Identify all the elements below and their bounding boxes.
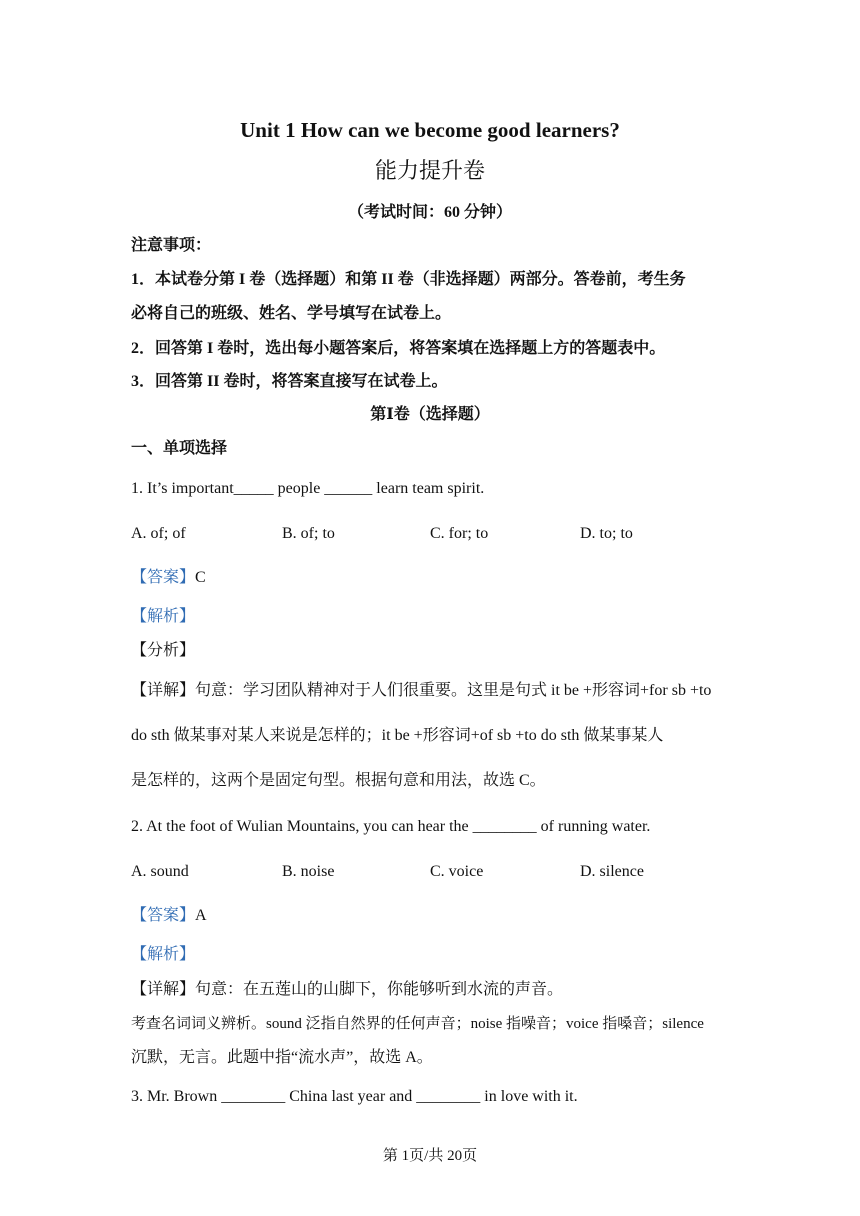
question-1-option-a: A. of; of [131, 525, 186, 542]
answer-value: C [195, 569, 206, 586]
question-2-answer [131, 906, 734, 926]
question-3-stem: 3. Mr. Brown ________ China last year and ________ in love with it. [131, 1088, 578, 1105]
detail-label: 【详解】 [131, 981, 196, 998]
question-1-option-d: D. to; to [580, 525, 633, 542]
question-2-option-b: B. noise [282, 863, 335, 880]
question-2-stem: 2. At the foot of Wulian Mountains, you can hear the ________ of running water. [131, 818, 651, 835]
question-1-analysis-label: 【解析】 [131, 608, 196, 625]
question-2-analysis-label: 【解析】 [131, 946, 196, 963]
question-1-option-c: C. for; to [430, 525, 489, 542]
question-2-option-c: C. voice [430, 863, 484, 880]
note-item-2: 2．回答第 I 卷时，选出每小题答案后，将答案填在选择题上方的答题表中。 [131, 340, 666, 357]
note-item-1-cont: 必将自己的班级、姓名、学号填写在试卷上。 [131, 305, 452, 322]
question-1-stem: 1. It’s important_____ people ______ learn team spirit. [131, 480, 485, 497]
detail-text: 句意：在五莲山的山脚下，你能够听到水流的声音。 [195, 981, 564, 998]
question-2-option-a: A. sound [131, 863, 189, 880]
page-title: Unit 1 How can we become good learners? [240, 118, 620, 142]
page-footer: 第 1页/共 20页 [382, 1148, 478, 1164]
question-1-answer [131, 568, 734, 588]
note-item-3: 3．回答第 II 卷时，将答案直接写在试卷上。 [131, 373, 448, 390]
question-2-detail-line-3: 沉默，无言。此题中指“流水声”，故选 A。 [131, 1049, 433, 1066]
page-subtitle: 能力提升卷 [374, 159, 485, 184]
question-1-fenxi-label: 【分析】 [131, 642, 196, 659]
question-1-detail-line-3: 是怎样的，这两个是固定句型。根据句意和用法，故选 C。 [131, 772, 546, 789]
note-item-1: 1．本试卷分第 I 卷（选择题）和第 II 卷（非选择题）两部分。答卷前，考生务 [131, 271, 686, 288]
exam-time: （考试时间：60 分钟） [347, 204, 512, 221]
detail-label: 【详解】 [131, 682, 196, 699]
answer-label: 【答案】 [131, 907, 196, 924]
section-heading: 一、单项选择 [131, 440, 228, 457]
question-1-option-b: B. of; to [282, 525, 335, 542]
part-title: 第Ⅰ卷（选择题） [370, 406, 490, 423]
answer-value: A [195, 907, 207, 924]
question-2-detail [131, 980, 734, 1000]
question-2-detail-line-2: 考查名词词义辨析。sound 泛指自然界的任何声音；noise 指噪音；voice 指嗓音；silence [131, 1016, 704, 1032]
answer-label: 【答案】 [131, 569, 196, 586]
question-1-detail [131, 681, 734, 701]
question-1-detail-line-2: do sth 做某事对某人来说是怎样的；it be +形容词+of sb +to do sth 做某事某人 [131, 727, 664, 744]
question-2-option-d: D. silence [580, 863, 644, 880]
detail-text: 句意：学习团队精神对于人们很重要。这里是句式 it be +形容词+for sb +to [195, 682, 712, 699]
notes-heading: 注意事项： [131, 237, 212, 254]
